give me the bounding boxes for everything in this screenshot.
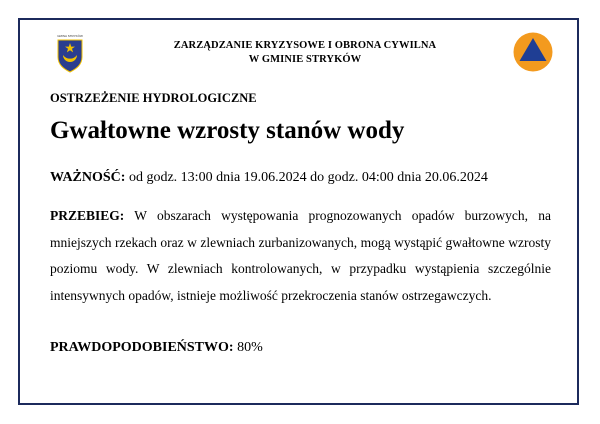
issuer-header: [150, 39, 460, 67]
validity-label: WAŻNOŚĆ:: [50, 170, 126, 185]
validity-value: od godz. 13:00 dnia 19.06.2024 do godz. 04:00 dnia 20.06.2024: [128, 170, 488, 185]
probability-row: [50, 340, 263, 356]
issuer-line-1: ZARZĄDZANIE KRYZYSOWE I OBRONA CYWILNA: [173, 40, 437, 51]
probability-value: 80%: [237, 340, 263, 355]
course-value: W obszarach występowania prognozowanych opadów burzowych, na mniejszych rzekach oraz w zlewniach zurbanizowanych, mogą wystąpić gwałtowne wzrosty poziomu wody. W zlewniach kontrolowanych, w przypadku wystąpienia szczególnie intensywnych opadów, istnieje możliwość przekroczenia stanów ostrzegawczych.: [50, 208, 551, 303]
course-paragraph: [50, 203, 551, 309]
course-label: PRZEBIEG:: [50, 208, 125, 223]
crest-caption: GMINA STRYKÓW: [57, 34, 83, 38]
probability-label: PRAWDOPODOBIEŃSTWO:: [50, 340, 234, 355]
warning-title: Gwałtowne wzrosty stanów wody: [50, 117, 405, 144]
warning-type: OSTRZEŻENIE HYDROLOGICZNE: [50, 91, 257, 105]
municipal-crest-icon: [55, 33, 85, 73]
civil-defence-emblem-icon: [513, 32, 553, 72]
issuer-line-2: W GMINIE STRYKÓW: [248, 54, 362, 65]
validity-row: [50, 170, 488, 186]
